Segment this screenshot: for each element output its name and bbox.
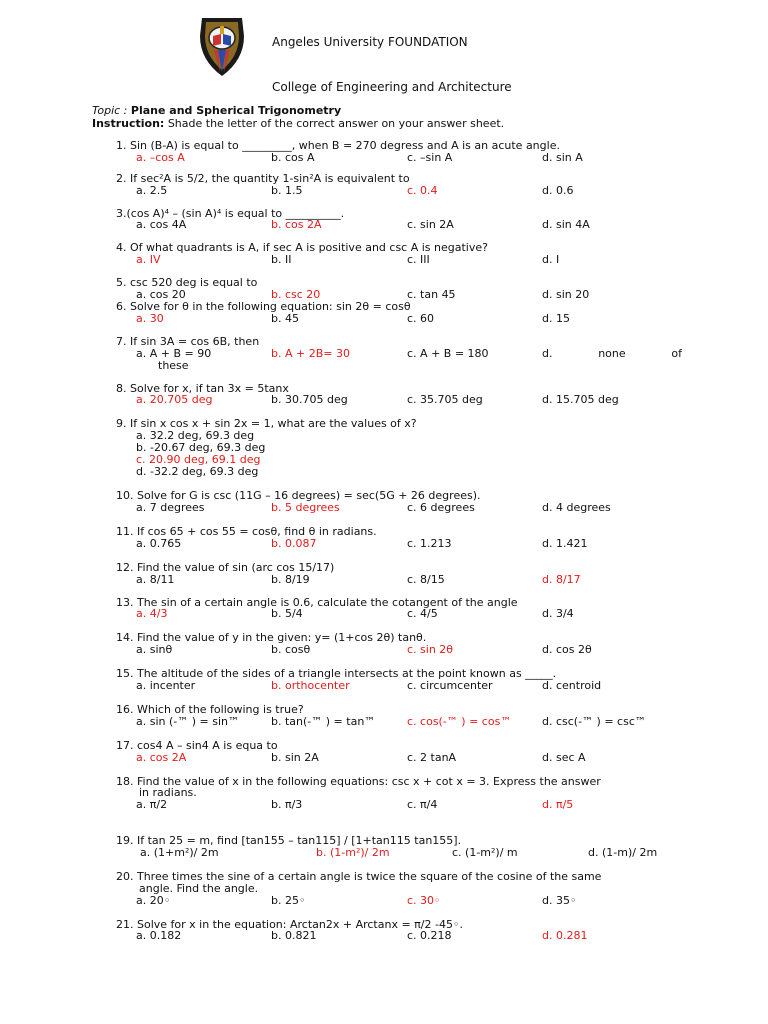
answer-option: c. 20.90 deg, 69.1 deg: [136, 453, 261, 467]
question-21: [116, 919, 682, 943]
answer-option-word: d.: [542, 346, 553, 360]
question-stem: 13. The sin of a certain angle is 0.6, calculate the cotangent of the angle: [116, 595, 518, 609]
question-stem: 3.(cos A)⁴ – (sin A)⁴ is equal to __________.: [116, 206, 345, 220]
answer-option: a. 0.765: [136, 536, 182, 550]
question-stem: 20. Three times the sine of a certain angle is twice the square of the cosine of the same: [116, 869, 602, 883]
option-row: [116, 930, 682, 942]
answer-option: b. -20.67 deg, 69.3 deg: [136, 441, 266, 455]
question-20: [116, 871, 682, 907]
question-stem: 5. csc 520 deg is equal to: [116, 276, 258, 290]
question-14: [116, 632, 682, 656]
answer-option: a. 20.705 deg: [136, 393, 213, 407]
answer-option: d. I: [542, 253, 560, 267]
answer-option: d. -32.2 deg, 69.3 deg: [136, 465, 259, 479]
answer-option: b. cos A: [271, 150, 315, 164]
answer-option: c. 4/5: [407, 607, 438, 621]
answer-option: c. π/4: [407, 798, 438, 812]
option-row: [116, 313, 682, 325]
answer-option: a. A + B = 90: [136, 346, 212, 360]
instruction-line: [92, 117, 504, 130]
answer-option: b. 0.821: [271, 929, 317, 943]
option-row: [116, 799, 682, 811]
answer-option: d. sin 4A: [542, 218, 590, 232]
answer-option: a. cos 20: [136, 287, 186, 301]
answer-option: d. π/5: [542, 798, 574, 812]
answer-option: b. orthocenter: [271, 678, 350, 692]
answer-option: b. sin 2A: [271, 750, 319, 764]
answer-option: c. –sin A: [407, 150, 453, 164]
option-row: [116, 219, 682, 231]
option-row: [116, 716, 682, 728]
question-stem-continued: angle. Find the angle.: [139, 881, 259, 895]
option-row: [116, 254, 682, 266]
answer-option: b. 25◦: [271, 893, 306, 907]
topic-label: Topic :: [92, 104, 128, 117]
answer-option: c. III: [407, 253, 430, 267]
answer-option: d. 35◦: [542, 893, 577, 907]
university-name: Angeles University FOUNDATION: [272, 35, 468, 49]
answer-option: b. 5 degrees: [271, 500, 340, 514]
instruction-label: Instruction:: [92, 117, 165, 130]
question-6: [116, 301, 682, 325]
question-stem: 2. If sec²A is 5/2, the quantity 1-sin²A is equivalent to: [116, 171, 410, 185]
option-row: [116, 152, 682, 164]
answer-option: b. cos 2A: [271, 218, 322, 232]
question-stem: 17. cos4 A – sin4 A is equa to: [116, 738, 278, 752]
answer-option: c. 2 tanA: [407, 750, 457, 764]
university-seal-logo: [194, 14, 250, 78]
answer-option: c. circumcenter: [407, 678, 493, 692]
answer-option-word: of: [671, 346, 682, 360]
question-12: [116, 562, 682, 586]
answer-option: d. 0.281: [542, 929, 588, 943]
answer-option: a. cos 2A: [136, 750, 187, 764]
answer-option: a. sin (-™ ) = sin™: [136, 714, 240, 728]
answer-option: b. cosθ: [271, 643, 311, 657]
answer-option: c. A + B = 180: [407, 346, 489, 360]
answer-option: [542, 348, 682, 360]
answer-option: c. 0.218: [407, 929, 452, 943]
question-7: [116, 336, 682, 372]
question-1: [116, 140, 682, 164]
answer-option: d. 3/4: [542, 607, 574, 621]
option-row: [116, 895, 682, 907]
answer-option: c. 8/15: [407, 572, 445, 586]
question-stem-continued: in radians.: [139, 786, 197, 800]
answer-option: c. 30◦: [407, 893, 441, 907]
answer-option: c. tan 45: [407, 287, 456, 301]
question-stem: 6. Solve for θ in the following equation: sin 2θ = cosθ: [116, 299, 411, 313]
answer-option: b. 45: [271, 311, 299, 325]
answer-option: b. tan(-™ ) = tan™: [271, 714, 376, 728]
option-row: [116, 608, 682, 620]
question-stem: 4. Of what quadrants is A, if sec A is positive and csc A is negative?: [116, 241, 488, 255]
answer-option: a. 2.5: [136, 183, 168, 197]
answer-option: b. 1.5: [271, 183, 303, 197]
question-stem: 1. Sin (B-A) is equal to _________, when B = 270 degress and A is an acute angle.: [116, 139, 560, 152]
question-stem: 10. Solve for G is csc (11G – 16 degrees) = sec(5G + 26 degrees).: [116, 489, 481, 503]
question-stem: 12. Find the value of sin (arc cos 15/17): [116, 560, 335, 574]
answer-option: c. 1.213: [407, 536, 452, 550]
option-row: [116, 574, 682, 586]
option-row: [116, 847, 682, 859]
answer-option: a. 20◦: [136, 893, 171, 907]
question-stem: 7. If sin 3A = cos 6B, then: [116, 334, 260, 348]
question-10: [116, 490, 682, 514]
answer-option: a. 32.2 deg, 69.3 deg: [136, 429, 255, 443]
answer-option: d. csc(-™ ) = csc™: [542, 714, 646, 728]
answer-option: a. incenter: [136, 678, 196, 692]
option-row: [116, 752, 682, 764]
answer-option: a. 8/11: [136, 572, 175, 586]
answer-option: b. 5/4: [271, 607, 303, 621]
question-13: [116, 597, 682, 621]
option-row: [116, 644, 682, 656]
answer-option-word: none: [598, 346, 626, 360]
answer-option: c. 6 degrees: [407, 500, 475, 514]
answer-option: a. π/2: [136, 798, 168, 812]
question-9: [116, 418, 682, 478]
question-stem: 16. Which of the following is true?: [116, 702, 304, 716]
instruction-text: Shade the letter of the correct answer on your answer sheet.: [167, 117, 505, 130]
answer-option: d. 1.421: [542, 536, 588, 550]
question-stem: 21. Solve for x in the equation: Arctan2x + Arctanx = π/2 -45◦.: [116, 917, 463, 931]
option-row: [116, 394, 682, 406]
question-11: [116, 526, 682, 550]
answer-option: b. 30.705 deg: [271, 393, 348, 407]
answer-option: a. (1+m²)/ 2m: [140, 845, 219, 859]
option-row: [116, 502, 682, 514]
question-18: [116, 776, 682, 812]
answer-option: b. 8/19: [271, 572, 310, 586]
topic-line: [92, 104, 341, 117]
answer-option: d. sin 20: [542, 287, 590, 301]
topic-value: Plane and Spherical Trigonometry: [130, 104, 342, 117]
question-3: [116, 208, 682, 232]
answer-option: a. 0.182: [136, 929, 182, 943]
answer-option: b. (1-m²)/ 2m: [316, 845, 390, 859]
option-list: [116, 430, 682, 478]
answer-option: b. II: [271, 253, 292, 267]
question-19: [116, 835, 682, 859]
question-8: [116, 383, 682, 407]
question-stem: 15. The altitude of the sides of a triangle intersects at the point known as _____.: [116, 667, 557, 681]
question-stem: 14. Find the value of y in the given: y= (1+cos 2θ) tanθ.: [116, 631, 427, 645]
answer-option: b. π/3: [271, 798, 303, 812]
option-row: [116, 538, 682, 550]
question-stem: 9. If sin x cos x + sin 2x = 1, what are the values of x?: [116, 417, 417, 431]
question-stem: 18. Find the value of x in the following equations: csc x + cot x = 3. Express the answer: [116, 774, 601, 788]
answer-option: c. sin 2θ: [407, 643, 454, 657]
answer-option-continued: these: [158, 358, 189, 372]
answer-option: d. cos 2θ: [542, 643, 592, 657]
answer-option: d. 15: [542, 311, 570, 325]
answer-option: d. sec A: [542, 750, 586, 764]
answer-option: a. sinθ: [136, 643, 173, 657]
answer-option: a. cos 4A: [136, 218, 187, 232]
answer-option: c. 60: [407, 311, 435, 325]
question-2: [116, 173, 682, 197]
college-name: College of Engineering and Architecture: [272, 80, 512, 94]
option-row: [116, 680, 682, 692]
question-16: [116, 704, 682, 728]
answer-option: a. –cos A: [136, 150, 185, 164]
answer-option: c. (1-m²)/ m: [452, 845, 518, 859]
question-15: [116, 668, 682, 692]
question-stem: 8. Solve for x, if tan 3x = 5tanx: [116, 381, 289, 395]
answer-option: b. 0.087: [271, 536, 317, 550]
answer-option: c. cos(-™ ) = cos™: [407, 714, 512, 728]
answer-option: d. 8/17: [542, 572, 581, 586]
question-stem: 19. If tan 25 = m, find [tan155 – tan115] / [1+tan115 tan155].: [116, 834, 462, 848]
question-5: [116, 277, 682, 301]
option-row: [116, 348, 682, 360]
question-list: [116, 140, 682, 942]
question-4: [116, 242, 682, 266]
answer-option: d. 4 degrees: [542, 500, 611, 514]
option-row: [116, 185, 682, 197]
answer-option: c. sin 2A: [407, 218, 454, 232]
answer-option: a. 30: [136, 311, 164, 325]
answer-option: d. centroid: [542, 678, 602, 692]
question-17: [116, 740, 682, 764]
answer-option: b. csc 20: [271, 287, 321, 301]
answer-option: d. (1-m)/ 2m: [588, 845, 658, 859]
answer-option: a. 4/3: [136, 607, 168, 621]
answer-option: d. sin A: [542, 150, 583, 164]
question-stem: 11. If cos 65 + cos 55 = cosθ, find θ in radians.: [116, 524, 377, 538]
answer-option: b. A + 2B= 30: [271, 346, 350, 360]
answer-option: a. 7 degrees: [136, 500, 205, 514]
answer-option: d. 15.705 deg: [542, 393, 619, 407]
answer-option: a. IV: [136, 253, 161, 267]
answer-option: c. 0.4: [407, 183, 438, 197]
answer-option: c. 35.705 deg: [407, 393, 483, 407]
answer-option: d. 0.6: [542, 183, 574, 197]
